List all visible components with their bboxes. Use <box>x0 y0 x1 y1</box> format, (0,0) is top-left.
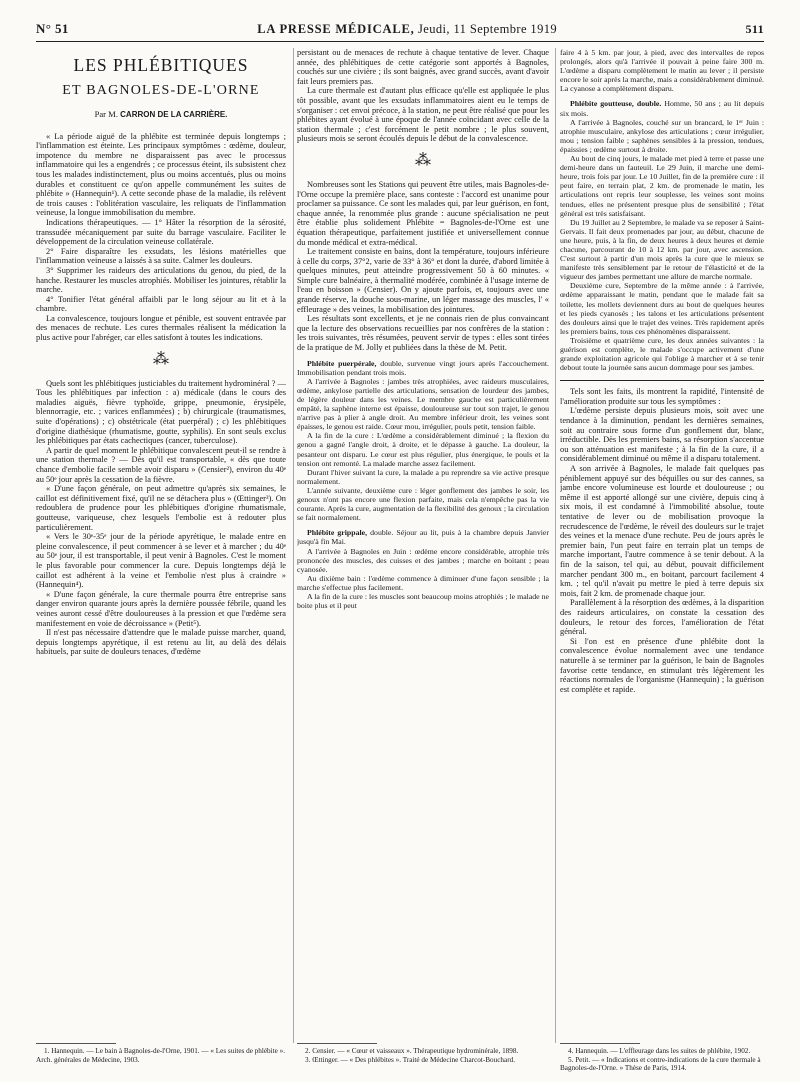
section-rule <box>560 380 764 381</box>
column-2 <box>297 48 549 1038</box>
section-separator: ⁂ <box>415 151 431 169</box>
running-header <box>36 21 764 39</box>
footnote-rule <box>560 1043 640 1044</box>
issue-number: N° 51 <box>36 21 69 36</box>
paragraph: La cure thermale est d'autant plus efficace qu'elle est appliquée le plus tôt possible, avant que les exsudats inflammatoires aient eu le temps de s'organiser : cet envoi précoce, à la station, ne peut être réalisé que pour les phlébites ayant évolué à une époque de l'année coïncidant avec celle de la station thermale ; c'est forcément le petit nombre ; le plus souvent, plusieurs mois se seront écoulés depuis le début de la convalescence. <box>297 86 549 144</box>
paragraph: 3° Supprimer les raideurs des articulations du genou, du pied, de la hanche. Restaurer les muscles atrophiés. Mobiliser les jointures, rétablir la marche. <box>36 265 286 295</box>
author-name: CARRON DE LA CARRIÈRE. <box>120 110 228 119</box>
paragraph: Il n'est pas nécessaire d'attendre que le malade puisse marcher, quand, depuis longtemps apyrétique, il est retenu au lit, au delà des délais habituels, par suite de douleurs tenaces, d'œdème <box>36 628 286 657</box>
case-title: Phlébite puerpérale, <box>307 358 377 368</box>
case-heading <box>560 99 764 117</box>
case-text: faire 4 à 5 km. par jour, à pied, avec des intervalles de repos prolongés, alors qu'à l'arrivée il pouvait à peine faire 300 m. L'œdème a disparu complètement le matin au lever ; il persiste encore le soir après la marche, mais a considérablement diminué. La cyanose a complètement disparu. <box>560 48 764 94</box>
paragraph: A partir de quel moment le phlébitique convalescent peut-il se rendre à une station thermale ? — Dès qu'il est transportable, « dès que toute chance d'embolie facile semble avoir disparu » (Censier²), environ du 40ᵉ au 50ᵉ jour après la cessation de la fièvre. <box>36 445 286 484</box>
case-text: Deuxième cure, Septembre de la même année : à l'arrivée, œdème apparaissant le matin, pendant que le malade fait sa toilette, les mollets deviennent durs au bout de quelques heures et les pieds cyanosés ; les talons et les articulations présentent des douleurs ainsi que le trajet des veines. Très rapidement après les premiers bains, tous ces phénomènes disparaissent. <box>560 281 764 336</box>
paragraph: « La période aiguë de la phlébite est terminée depuis longtemps ; l'inflammation est éteinte. Les principaux symptômes : œdème, douleur, impotence du membre ne disparaissent pas avec le processus inflammatoire qui les a engendrés ; ce processus éteint, ils subsistent chez tous les malades indistinctement, plus ou moins accentués, plus ou moins durables et constituent ce qu'on appelle communément les suites de phlébite » (Hannequin¹). A cette seconde phase de la maladie, ils relèvent de trois causes : l'oblitération vasculaire, les reliquats de l'inflammation veineuse, la longue immobilisation du membre. <box>36 131 286 218</box>
case-title: Phlébite goutteuse, double. <box>570 99 662 109</box>
article-subtitle: ET BAGNOLES-DE-L'ORNE <box>62 83 260 98</box>
footnote: 3. Œttinger. — « Des phlébites ». Traité de Médecine Charcot-Bouchard. <box>305 1055 515 1064</box>
header-rule <box>36 41 764 42</box>
column-divider <box>555 48 556 1043</box>
page-number: 511 <box>745 22 764 36</box>
journal-name: LA PRESSE MÉDICALE, <box>257 22 415 36</box>
case-text: Au dixième bain : l'œdème commence à diminuer d'une façon sensible ; la marche s'effectue plus facilement. <box>297 573 549 592</box>
issue-date: Jeudi, 11 Septembre 1919 <box>418 22 558 36</box>
case-text: Homme, 50 ans ; au lit depuis six mois. <box>560 99 764 118</box>
case-text: double. Séjour au lit, puis à la chambre depuis Janvier jusqu'à fin Mai. <box>297 528 549 547</box>
case-text: A l'arrivée à Bagnoles : jambes très atrophiées, avec raideurs musculaires, œdème, ankylose partielle des articulations, sensation de lourdeur des jambes, de légère douleur dans les veines. Le membre gauche est particulièrement empâté, la saphène interne est épaisse, douloureuse sur tout son trajet, le genou n'arrive pas à plier à angle droit. Au membre inférieur droit, les veines sont épaisses, le genou est raide. Cœur mou, irrégulier, pouls petit, tension faible. <box>297 376 549 432</box>
paragraph: 4° Tonifier l'état général affaibli par le long séjour au lit et à la chambre. <box>36 294 286 314</box>
column-divider <box>293 48 294 1043</box>
section-separator: ⁂ <box>153 350 169 368</box>
column-1 <box>36 48 286 1038</box>
case-text: A l'arrivée à Bagnoles en Juin : œdème encore considérable, atrophie très prononcée des muscles, des cuisses et des jambes ; marche en boitant ; peau cyanosée. <box>297 546 549 574</box>
case-text: A la fin de la cure : L'œdème a considérablement diminué ; la flexion du genou a gagné l'angle droit, à droite, et le dépasse à gauche. La douleur, la pesanteur ont disparu. Le cœur est plus régulier, plus énergique, le pouls et la tension ont remonté. La malade marche assez facilement. <box>297 431 549 468</box>
case-text: Troisième et quatrième cure, les deux années suivantes : la guérison est complète, le malade s'occupe activement d'une grande exploitation agricole qui l'oblige à marcher et à se tenir debout toute la journée sans aucun dommage pour ses jambes. <box>560 335 764 373</box>
footnotes-col-1 <box>36 1047 286 1064</box>
case-heading <box>297 359 549 377</box>
paragraph: « Vers le 30ᵉ-35ᵉ jour de la période apyrétique, le malade entre en pleine convalescence, il peut commencer à se lever et à marcher ; du 40ᵉ au 50ᵉ jour, il est transportable, il peut venir à Bagnoles. C'est le moment le plus favorable pour commencer la cure. Depuis longtemps déjà le caillot est adhérent à la veine et l'embolie n'est plus à craindre » (Hannequin⁴). <box>36 532 286 590</box>
case-text: double, survenue vingt jours après l'accouchement. Immobilisation pendant trois mois. <box>297 358 549 377</box>
paragraph: Tels sont les faits, ils montrent la rapidité, l'intensité de l'amélioration produite sur tous les symptômes : <box>560 387 764 406</box>
paragraph: Nombreuses sont les Stations qui peuvent être utiles, mais Bagnoles-de-l'Orne occupe la première place, sans conteste : l'accord est unanime pour proclamer sa puissance. Ce sont les malades qui, par leur guérison, en font, chaque année, la renommée plus grande : aucune spécialisation ne peut être établie plus solidement Phlébite = Bagnoles-de-l'Orne est une équation thérapeutique, parfaitement justifiée et universellement connue du monde médical et extra-médical. <box>297 179 549 247</box>
paragraph: Les résultats sont excellents, et je ne connais rien de plus convaincant que la lecture des observations recueillies par nos confrères de la station : les trois suivantes, très résumées, peuvent servir de types : elles sont tirées de la pratique de M. Jolly et publiées dans la thèse de M. Petit. <box>297 314 549 353</box>
case-text: L'année suivante, deuxième cure : léger gonflement des jambes le soir, les genoux n'ont pas encore une flexion parfaite, mais cela n'empêche pas la vie courante. Après la cure, augmentation de la flexibilité des genoux ; la circulation se fait normalement. <box>297 485 549 523</box>
journal-title-date <box>257 22 557 37</box>
paragraph: Parallèlement à la résorption des œdèmes, à la disparition des raideurs articulaires, on constate la cessation des douleurs, le retour des forces, l'amélioration de l'état général. <box>560 598 764 637</box>
article-title: LES PHLÉBITIQUES <box>73 55 249 75</box>
footnotes-col-3 <box>560 1047 764 1073</box>
paragraph: Si l'on est en présence d'une phlébite dont la convalescence évolue normalement avec une tendance naturelle à se terminer par la guérison, le bain de Bagnoles favorise cette tendance, en stimulant très légèrement les réactions normales de l'organisme (Hannequin) ; la guérison est complète et rapide. <box>560 636 764 694</box>
case-text: A l'arrivée à Bagnoles, couché sur un brancard, le 1ᵉʳ Juin : atrophie musculaire, ankylose des articulations ; cœur irrégulier, mou ; tension faible ; saphènes sensibles à la pression, tendues, épaissies ; œdème surtout à droite. <box>560 117 764 154</box>
byline <box>36 110 286 120</box>
case-text: Au bout de cinq jours, le malade met pied à terre et passe une demi-heure dans un fauteuil. Le 29 Juin, il marche une demi-heure, trois fois par jour. Le 10 Juillet, fin de la première cure : il peut faire, en terrain plat, 2 km. de promenade le matin, les articulations ont repris leur souplesse, les veines sont moins tendues, elles ne présentent presque plus de sensibilité ; l'état général est très satisfaisant. <box>560 154 764 218</box>
paragraph: La convalescence, toujours longue et pénible, est souvent entravée par des menaces de rechute. Les cures thermales réalisent la médication la plus active pour l'abréger, car elles satisfont à toutes les indications. <box>36 313 286 343</box>
paragraph: « D'une façon générale, la cure thermale pourra être entreprise sans danger environ quarante jours après la dernière poussée fébrile, quand les veines auront cessé d'être douloureuses à la pression et que l'œdème sera manifestement en voie de décroissance » (Petit⁵). <box>36 589 286 628</box>
paragraph: 2° Faire disparaître les exsudats, les lésions matérielles que l'inflammation veineuse a laissés à sa suite. Calmer les douleurs. <box>36 246 286 266</box>
column-3 <box>560 48 764 1038</box>
case-text: Du 19 Juillet au 2 Septembre, le malade va se reposer à Saint-Gervais. Il fait deux promenades par jour, au début, chacune de une heure, puis, à la fin, de deux heures à deux heures et demie chacune, parcourant de 10 à 12 km. par jour, avec ascension. C'est surtout à partir d'un mois après la cure que le mieux se manifeste très sensiblement par le retour de l'élasticité et de la vigueur des jambes permettant une allure de marche normale. <box>560 217 764 282</box>
footnote: 2. Censier. — « Cœur et vaisseaux ». Thérapeutique hydrominérale, 1898. <box>305 1047 519 1055</box>
paragraph: « D'une façon générale, on peut admettre qu'après six semaines, le caillot est définitivement fixé, qu'il ne se détachera plus » (Œttinger³). On redoublera de prudence pour les phlébitiques d'origine rhumatismale, goutteuse, variqueuse, chez lesquels l'embolie est à redouter plus particulièrement. <box>36 484 286 532</box>
footnote-rule <box>36 1043 116 1044</box>
footnote: 5. Petit. — « Indications et contre-indications de la cure thermale à Bagnoles-de-l'Orne. » Thèse de Paris, 1914. <box>560 1055 761 1073</box>
paragraph: Indications thérapeutiques. — 1° Hâter la résorption de la sérosité, transsudée mécaniquement par suite du barrage vasculaire. Faciliter le développement de la circulation veineuse collatérale. <box>36 217 286 247</box>
paragraph: Quels sont les phlébitiques justiciables du traitement hydrominéral ? — Tous les phlébitiques par infection : a) médicale (dans le cours des maladies aiguës, fièvre typhoïde, grippe, pneumonie, érysipèle, blennorragie, etc. ; varices enflammées) ; b) chirurgicale (traumatismes, suite d'opérations) ; c) obstétricale (état puerpéral) ; c) les phlébitiques d'origine diathésique (rhumatisme, goutte, syphilis). En sont seuls exclus les phlébitiques par états cachectiques (cancer, tuberculose). <box>36 378 286 446</box>
case-text: Durant l'hiver suivant la cure, la malade a pu reprendre sa vie active presque normalement. <box>297 467 549 486</box>
case-text: A la fin de la cure : les muscles sont beaucoup moins atrophiés ; le malade ne boite plus et il peut <box>297 591 549 611</box>
footnote: 1. Hannequin. — Le bain à Bagnoles-de-l'Orne, 1901. — « Les suites de phlébite ». Arch. générales de Médecine, 1903. <box>36 1047 286 1064</box>
byline-prefix: Par M. <box>94 109 118 119</box>
footnote: 4. Hannequin. — L'effleurage dans les suites de phlébite, 1902. <box>568 1047 751 1055</box>
paragraph: A son arrivée à Bagnoles, le malade fait quelques pas péniblement appuyé sur des béquilles ou sur des cannes, sa jambe encore volumineuse est lourde et douloureuse ; ou même il est apporté allongé sur une civière, depuis cinq à six mois, il est condamné à l'immobilité absolue, toute tentative de lever ou de mobilisation provoque la recrudescence de l'œdème, le réveil des douleurs sur le trajet des veines et la menace d'une rechute. Peu de jours après le premier bain, l'un peut faire en terrain plat un temps de marche important, l'autre commence à se tenir debout. A la fin de la saison, tel qui, au début, pouvait difficilement marcher pendant 300 m., en boitant, parcourt facilement 4 km. ; tel qu'il n'avait pu mettre le pied à terre depuis six mois, fait 2 km. de promenade chaque jour. <box>560 464 764 598</box>
case-heading <box>297 528 549 546</box>
paragraph: Le traitement consiste en bains, dont la température, toujours inférieure à celle du corps, 37°2, varie de 33° à 36° et dont la durée, d'abord limitée à quelques minutes, peut atteindre progressivement 50 à 60 minutes. « Simple cure balnéaire, à thermalité modérée, combinée à l'usage interne de l'eau en boisson » (Censier). On y ajoute parfois, et, toujours avec une grande réserve, la douche sous-marine, un léger massage des muscles, l' « effleurage » des veines, la mobilisation des jointures. <box>297 247 549 314</box>
paragraph: persistant ou de menaces de rechute à chaque tentative de lever. Chaque année, des phlébitiques de cette catégorie sont apportés à Bagnoles, couchés sur une civière ; ils sont baignés, avec grand succès, avant d'avoir fait leurs premiers pas. <box>297 48 549 86</box>
footnotes-col-2 <box>297 1047 547 1064</box>
case-title: Phlébite grippale, <box>307 528 368 538</box>
paragraph: L'œdème persiste depuis plusieurs mois, soit avec une tendance à la diminution, pendant les dernières semaines, soit au contraire sous forme d'un gonflement dur, blanc, irréductible. Dès les premiers bains, sa résorption s'accentue ou son atténuation est manifeste ; à la fin de la cure, il a considérablement diminué ou même il a disparu totalement. <box>560 406 764 464</box>
footnote-rule <box>297 1043 377 1044</box>
